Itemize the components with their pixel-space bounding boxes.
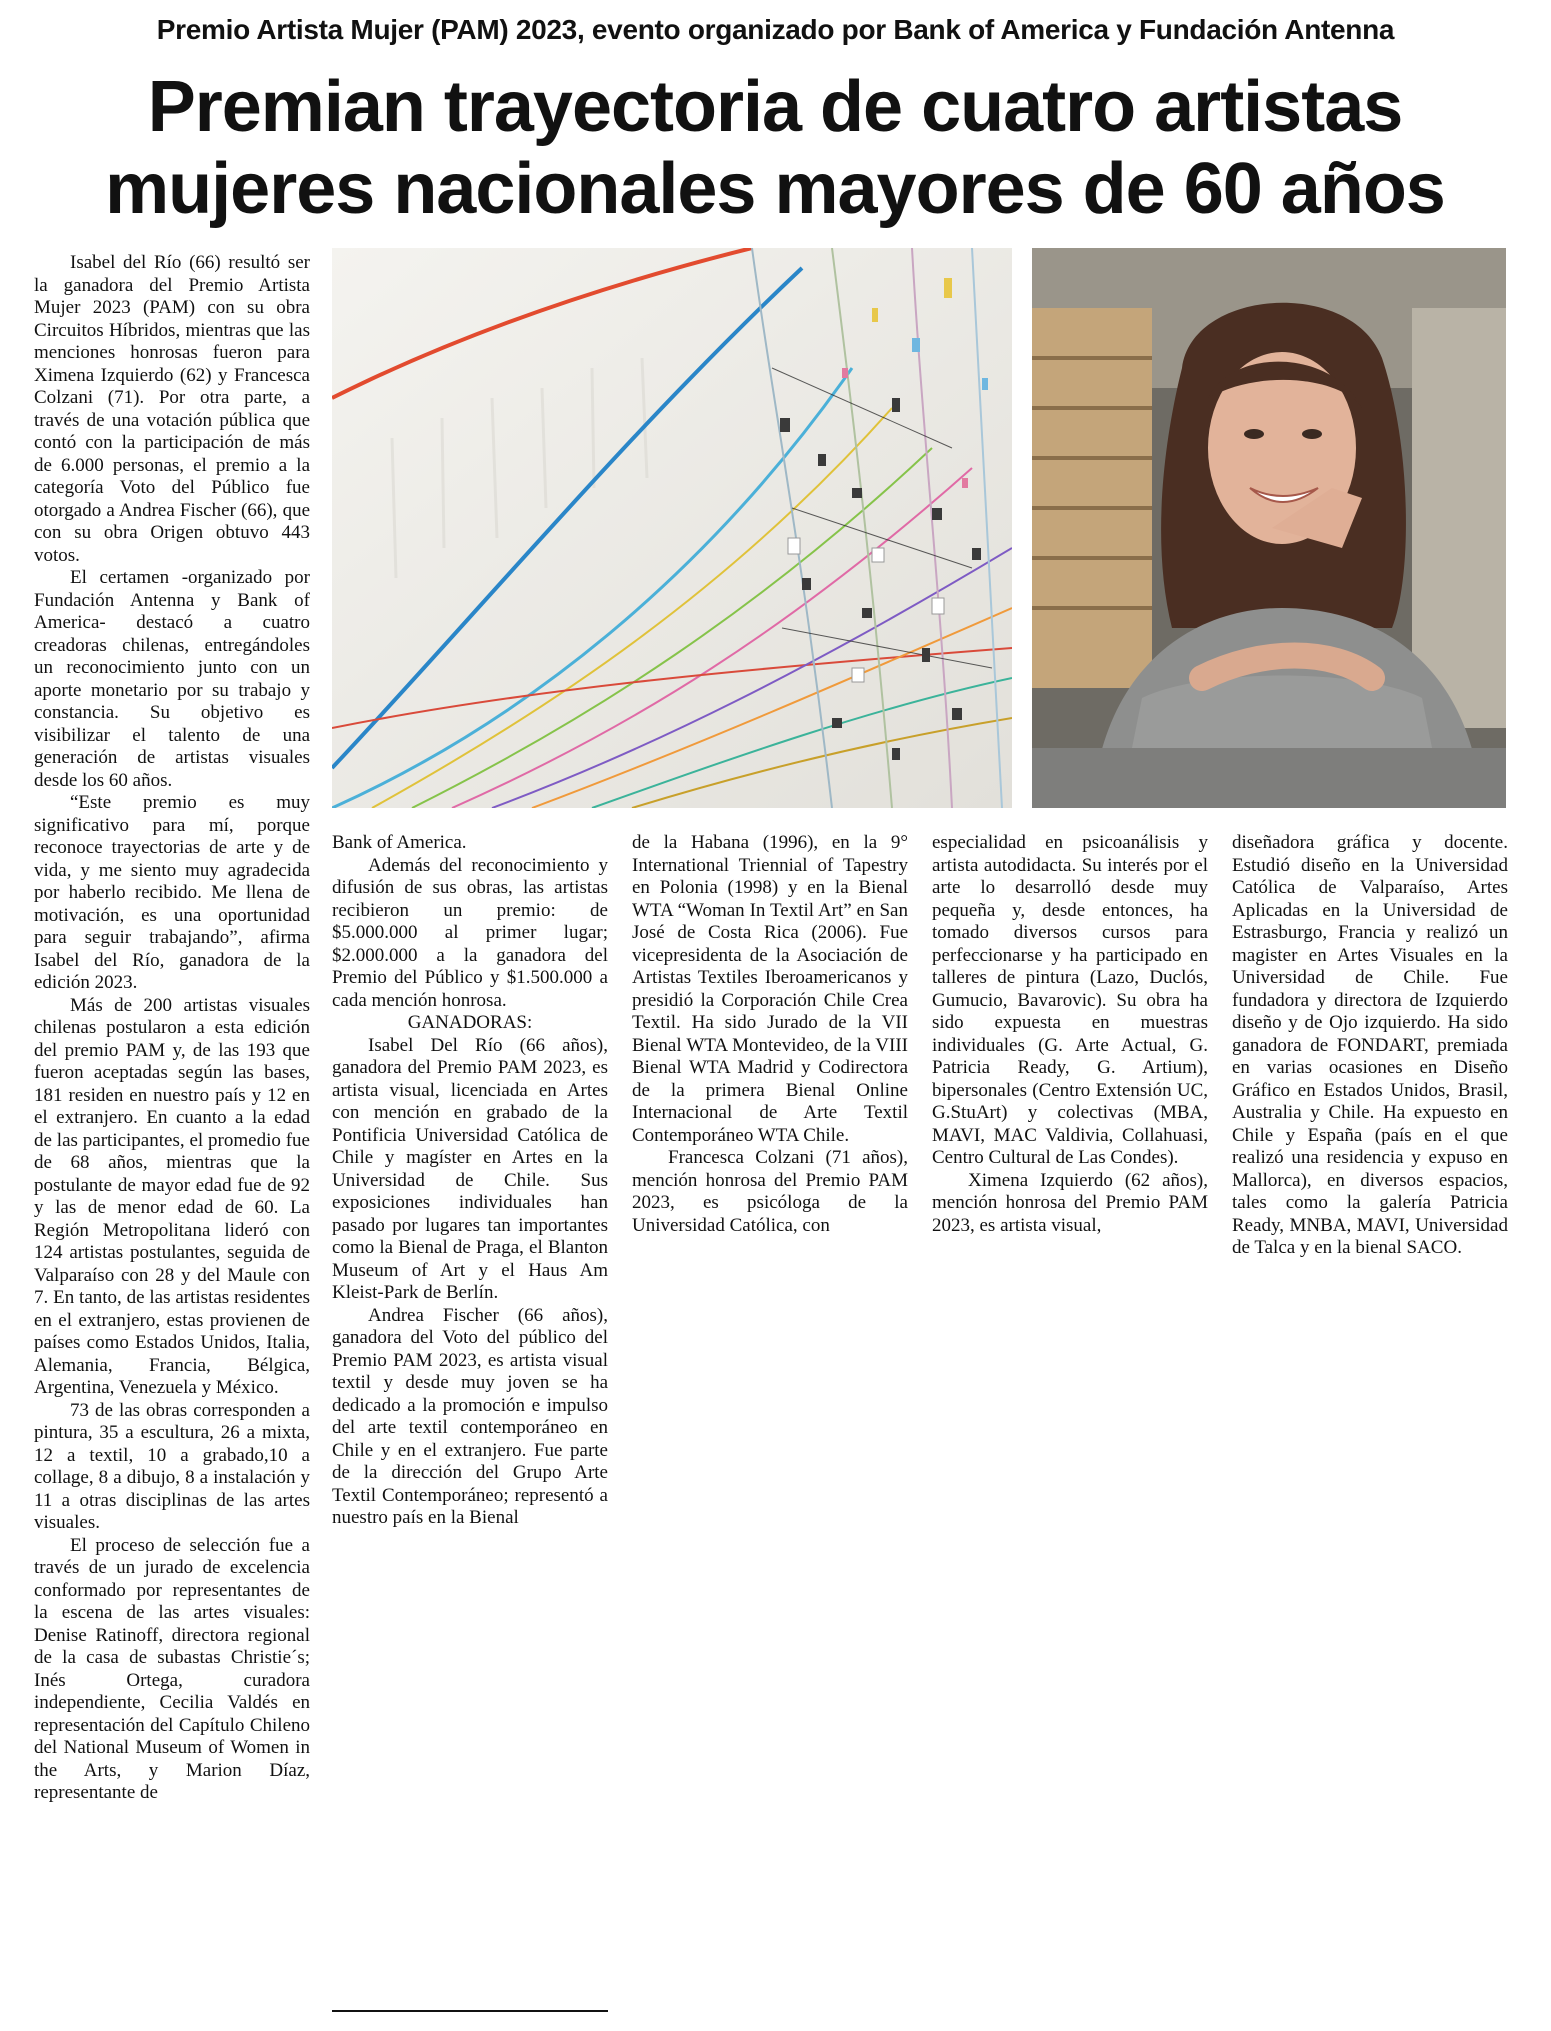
artist-portrait-photo (1032, 248, 1506, 808)
column-end-rule (332, 2010, 608, 2012)
paragraph: Además del reconocimiento y difusión de sus obras, las artistas recibieron un premio: de $5.000.000 al primer lugar; $2.000.000 a la ganadora del Premio del Público y $1.500.000 a cada mención honrosa. (332, 854, 608, 1011)
artist-portrait-image (1032, 248, 1506, 808)
paragraph: Andrea Fischer (66 años), ganadora del Voto del público del Premio PAM 2023, es artista visual textil y desde muy joven se ha dedicado a la promoción e impulso del arte textil contemporáneo en Chile y en el extranjero. Fue parte de la dirección del Grupo Arte Textil Contemporáneo; representó a nuestro país en la Bienal (332, 1304, 608, 1528)
headline-line-1: Premian trayectoria de cuatro artistas (147, 67, 1403, 147)
textile-installation-image (332, 248, 1012, 808)
article-kicker: Premio Artista Mujer (PAM) 2023, evento organizado por Bank of America y Fundación Antenna (156, 14, 1395, 45)
paragraph: Isabel Del Río (66 años), ganadora del Premio PAM 2023, es artista visual, licenciada en Artes con mención en grabado de la Pontificia Universidad Católica de Chile y magíster en Artes en la Universidad de Chile. Sus exposiciones individuales han pasado por lugares tan importantes como la Bienal de Praga, el Blanton Museum of Art y el Haus Am Kleist-Park de Berlín. (332, 1034, 608, 1303)
article-column-5 (1232, 832, 1508, 1260)
article-column-4 (932, 832, 1208, 1237)
paragraph: Isabel del Río (66) resultó ser la ganadora del Premio Artista Mujer 2023 (PAM) con su obra Circuitos Híbridos, mientras que las menciones honrosas fueron para Ximena Izquierdo (62) y Francesca Colzani (71). Por otra parte, a través de una votación pública que contó con la participación de más de 6.000 personas, el premio a la categoría Voto del Público fue otorgado a Andrea Fischer (66), que con su obra Origen obtuvo 443 votos. (34, 252, 310, 566)
paragraph: especialidad en psicoanálisis y artista autodidacta. Su interés por el arte lo desarrolló desde muy pequeña y, desde entonces, ha tomado diversos cursos para perfeccionarse y ha participado en talleres de pintura (Lazo, Duclós, Gumucio, Bavarovic). Su obra ha sido expuesta en muestras individuales (G. Arte Actual, G. Patricia Ready, G. Artium), bipersonales (Centro Extensión UC, G.StuArt) y colectivas (MBA, MAVI, MAC Valdivia, Collahuasi, Centro Cultural de Las Condes). (932, 832, 1208, 1168)
section-heading: GANADORAS: (407, 1012, 533, 1033)
paragraph: Bank of America. (332, 832, 467, 853)
paragraph: diseñadora gráfica y docente. Estudió diseño en la Universidad Católica de Valparaíso, Artes Aplicadas en la Universidad de Estrasburgo, Francia y realizó un magister en Artes Visuales en la Universidad de Chile. Fue fundadora y directora de Izquierdo diseño y de Ojo izquierdo. Ha sido ganadora de FONDART, premiada en varias ocasiones en Diseño Gráfico en Estados Unidos, Brasil, Australia y Chile. Ha expuesto en Chile y España (país en el que realizó una residencia y expuso en Mallorca), en diversos espacios, tales como la galería Patricia Ready, MNBA, MAVI, Universidad de Talca y en la bienal SACO. (1232, 832, 1508, 1258)
paragraph: El certamen -organizado por Fundación Antenna y Bank of America- destacó a cuatro creadoras chilenas, entregándoles un reconocimiento junto con un aporte monetario por su trabajo y constancia. Su objetivo es visibilizar el talento de una generación de artistas visuales desde los 60 años. (34, 567, 310, 791)
textile-installation-photo (332, 248, 1012, 808)
paragraph: El proceso de selección fue a través de un jurado de excelencia conformado por representantes de la escena de las artes visuales: Denise Ratinoff, directora regional de la casa de subastas Christie´s; Inés Ortega, curadora independiente, Cecilia Valdés en representación del Capítulo Chileno del National Museum of Women in the Arts, y Marion Díaz, representante de (34, 1534, 310, 1803)
article-column-1 (34, 252, 310, 1805)
article-column-2 (332, 832, 608, 1530)
paragraph: 73 de las obras corresponden a pintura, 35 a escultura, 26 a mixta, 12 a textil, 10 a grabado,10 a collage, 8 a dibujo, 8 a instalación y 11 a otras disciplinas de las artes visuales. (34, 1399, 310, 1533)
paragraph: de la Habana (1996), en la 9° International Triennial of Tapestry en Polonia (1998) y en la Bienal WTA “Woman In Textil Art” en San José de Costa Rica (2006). Fue vicepresidenta de la Asociación de Artistas Textiles Iberoamericanos y presidió la Corporación Chile Crea Textil. Ha sido Jurado de la VII Bienal WTA Montevideo, de la VIII Bienal WTA Madrid y Codirectora de la primera Bienal Online Internacional de Arte Textil Contemporáneo WTA Chile. (632, 832, 908, 1146)
paragraph: Ximena Izquierdo (62 años), mención honrosa del Premio PAM 2023, es artista visual, (932, 1169, 1208, 1236)
article-headline (30, 66, 1520, 230)
headline-line-2: mujeres nacionales mayores de 60 años (105, 149, 1445, 229)
paragraph: Más de 200 artistas visuales chilenas postularon a esta edición del premio PAM y, de las 193 que fueron aceptadas según las bases, 181 residen en nuestro país y 12 en el extranjero. En cuanto a la edad de las participantes, el promedio fue de 68 años, mientras que la postulante de mayor edad fue de 92 y las de menor edad de 60. La Región Metropolitana lideró con 124 artistas postulantes, seguida de Valparaíso con 28 y del Maule con 7. En tanto, de las artistas residentes en el extranjero, estas provienen de países como Estados Unidos, Italia, Alemania, Francia, Bélgica, Argentina, Venezuela y México. (34, 994, 310, 1398)
paragraph: “Este premio es muy significativo para mí, porque reconoce trayectorias de arte y de vida, y me siento muy agradecida por haberlo recibido. Me llena de motivación, es una oportunidad para seguir trabajando”, afirma Isabel del Río, ganadora de la edición 2023. (34, 792, 310, 993)
article-column-3 (632, 832, 908, 1237)
paragraph: Francesca Colzani (71 años), mención honrosa del Premio PAM 2023, es psicóloga de la Universidad Católica, con (632, 1147, 908, 1236)
